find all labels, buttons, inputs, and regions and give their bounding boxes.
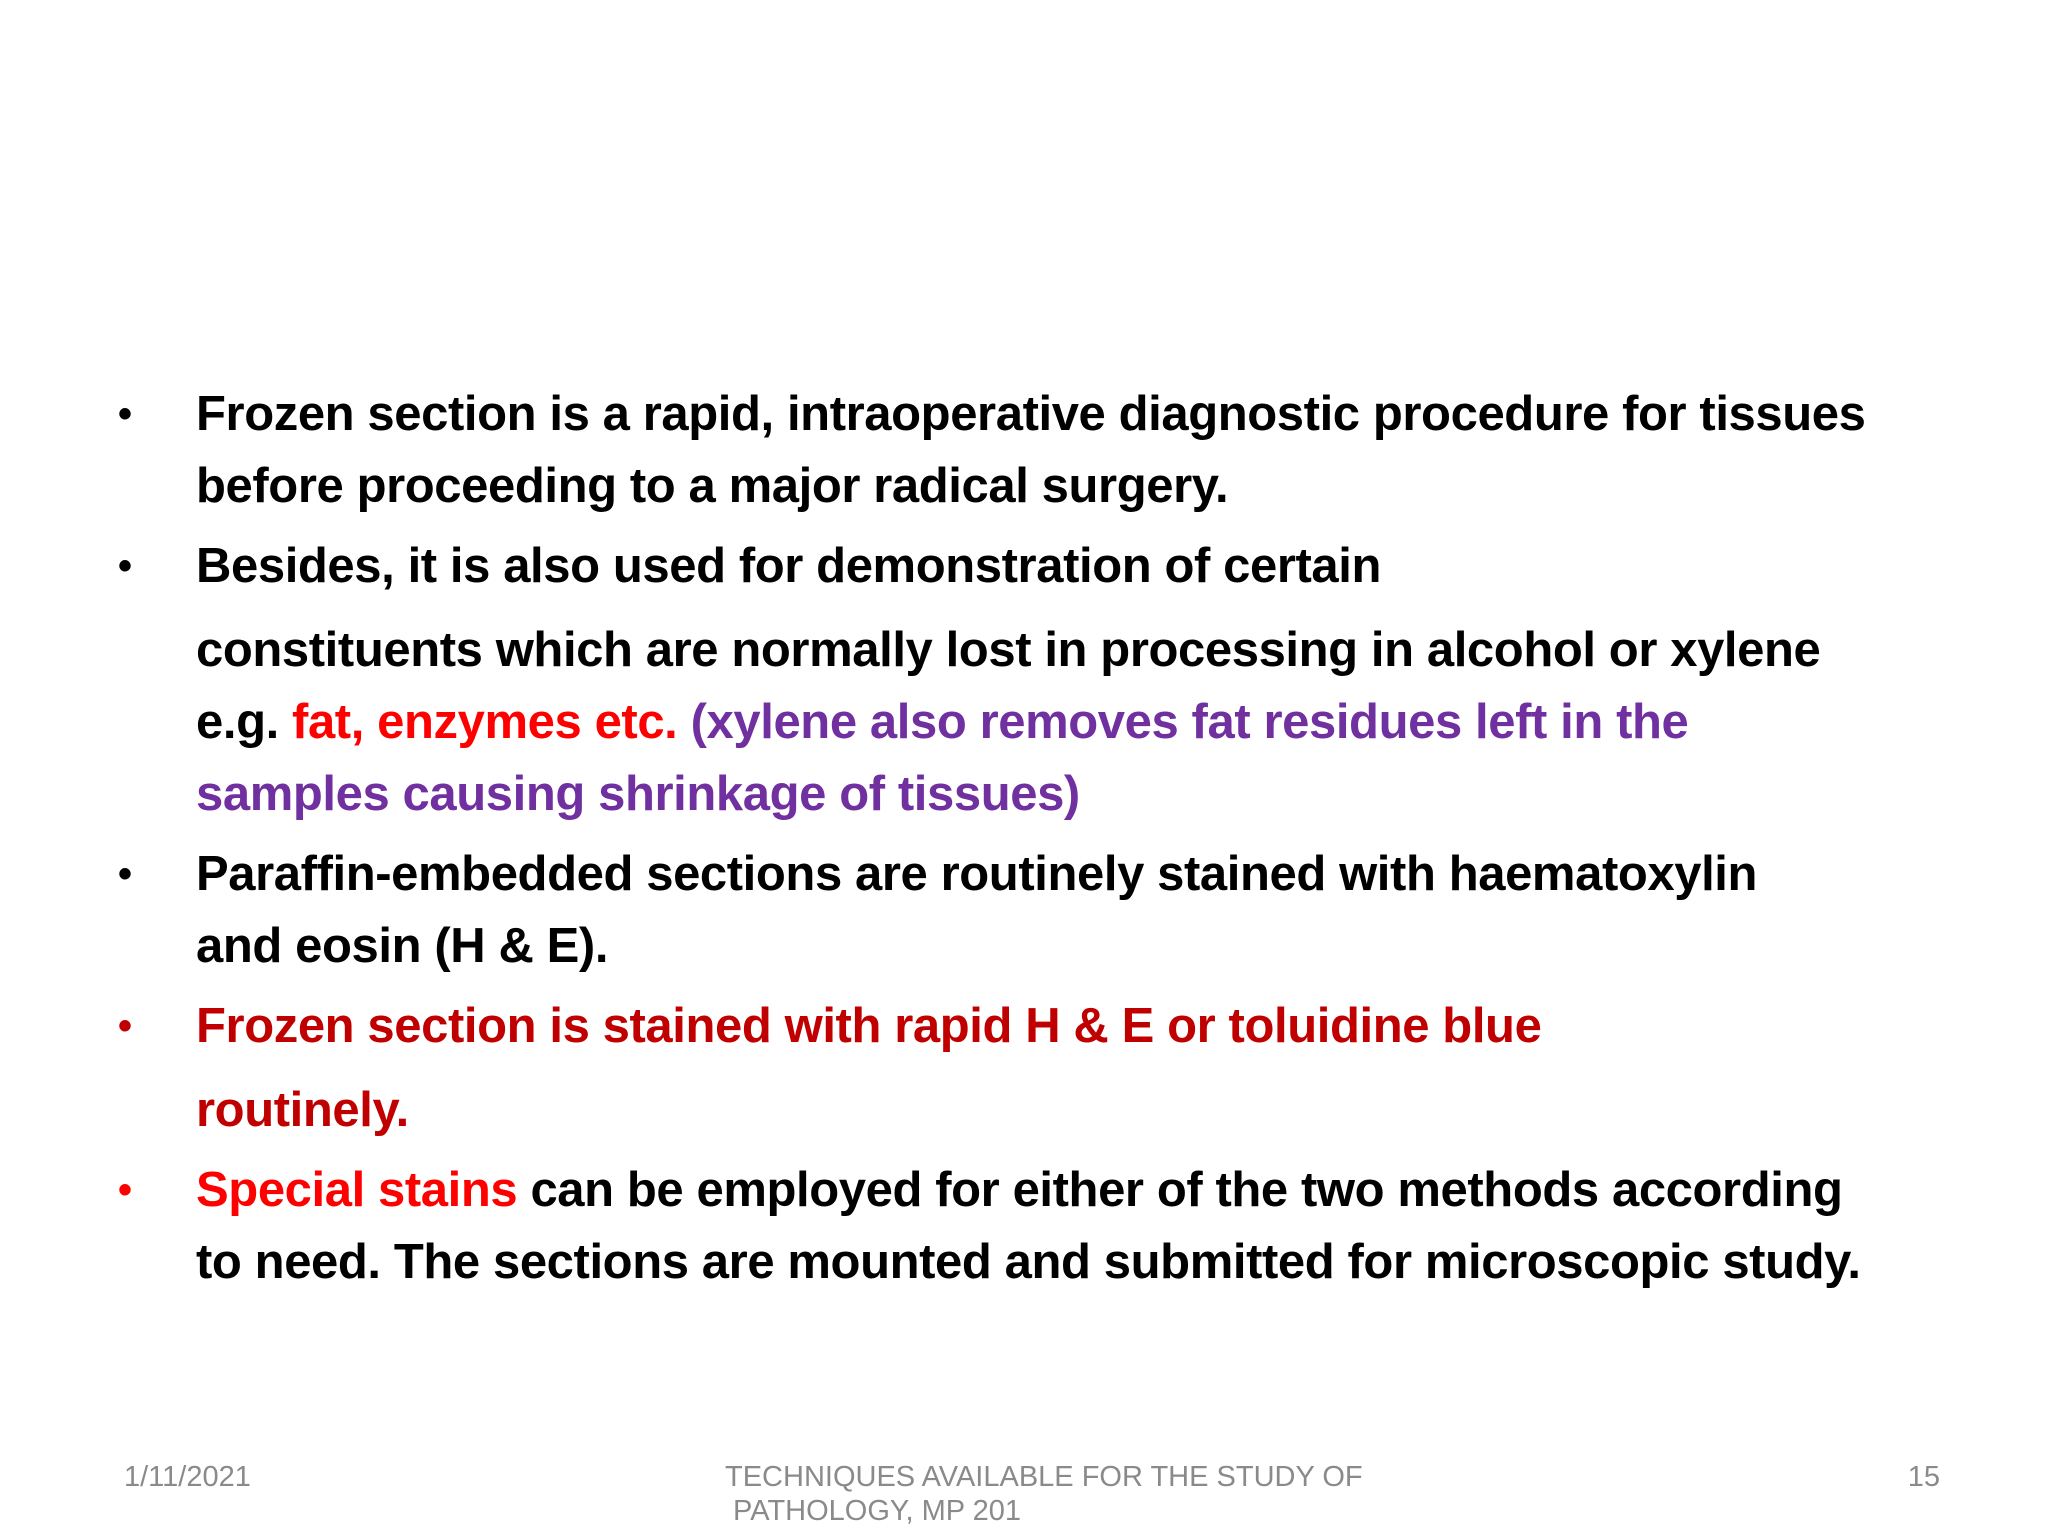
bullet-text-line: before proceeding to a major radical surgery. xyxy=(196,459,1229,513)
bullet-marker: • xyxy=(118,1168,132,1212)
highlight-fat-enzymes: fat, enzymes etc. xyxy=(292,695,678,749)
bullet-text-line: Besides, it is also used for demonstration of certain xyxy=(196,539,1382,593)
bullet-text-line: and eosin (H & E). xyxy=(196,919,609,973)
bullet-list xyxy=(118,378,1978,1298)
bullet-item-paraffin xyxy=(118,838,1978,982)
footer-title-line: TECHNIQUES AVAILABLE FOR THE STUDY OF xyxy=(725,1461,1363,1493)
bullet-text-line: to need. The sections are mounted and submitted for microscopic study. xyxy=(196,1235,1861,1289)
bullet-item-frozen-section xyxy=(118,378,1978,522)
bullet-marker: • xyxy=(118,544,132,588)
bullet-item-frozen-stain xyxy=(118,990,1978,1146)
footer-title-line: PATHOLOGY, MP 201 xyxy=(725,1495,1022,1527)
bullet-text-line xyxy=(196,1154,1978,1226)
special-stains-rest: can be employed for either of the two methods according xyxy=(517,1163,1843,1217)
bullet-text-line xyxy=(196,686,1978,758)
xylene-note: (xylene also removes fat residues left in the xyxy=(677,695,1689,749)
bullet-text-line: Paraffin-embedded sections are routinely stained with haematoxylin xyxy=(196,847,1758,901)
bullet-text-line: Frozen section is stained with rapid H & E or toluidine blue xyxy=(196,999,1542,1053)
highlight-special-stains: Special stains xyxy=(196,1163,518,1217)
bullet-text-line: routinely. xyxy=(196,1083,409,1137)
eg-prefix: e.g. xyxy=(196,695,293,749)
footer-page-number: 15 xyxy=(1907,1461,1940,1493)
bullet-marker: • xyxy=(118,392,132,436)
bullet-text-line: Frozen section is a rapid, intraoperative diagnostic procedure for tissues xyxy=(196,387,1866,441)
bullet-item-special-stains xyxy=(118,1154,1978,1298)
bullet-marker: • xyxy=(118,1004,132,1048)
bullet-marker: • xyxy=(118,852,132,896)
bullet-item-besides xyxy=(118,530,1978,830)
footer-date: 1/11/2021 xyxy=(124,1461,251,1493)
bullet-text-line: constituents which are normally lost in processing in alcohol or xylene xyxy=(196,623,1821,677)
xylene-note-continued: samples causing shrinkage of tissues) xyxy=(196,767,1080,821)
footer-title xyxy=(725,1460,1365,1528)
